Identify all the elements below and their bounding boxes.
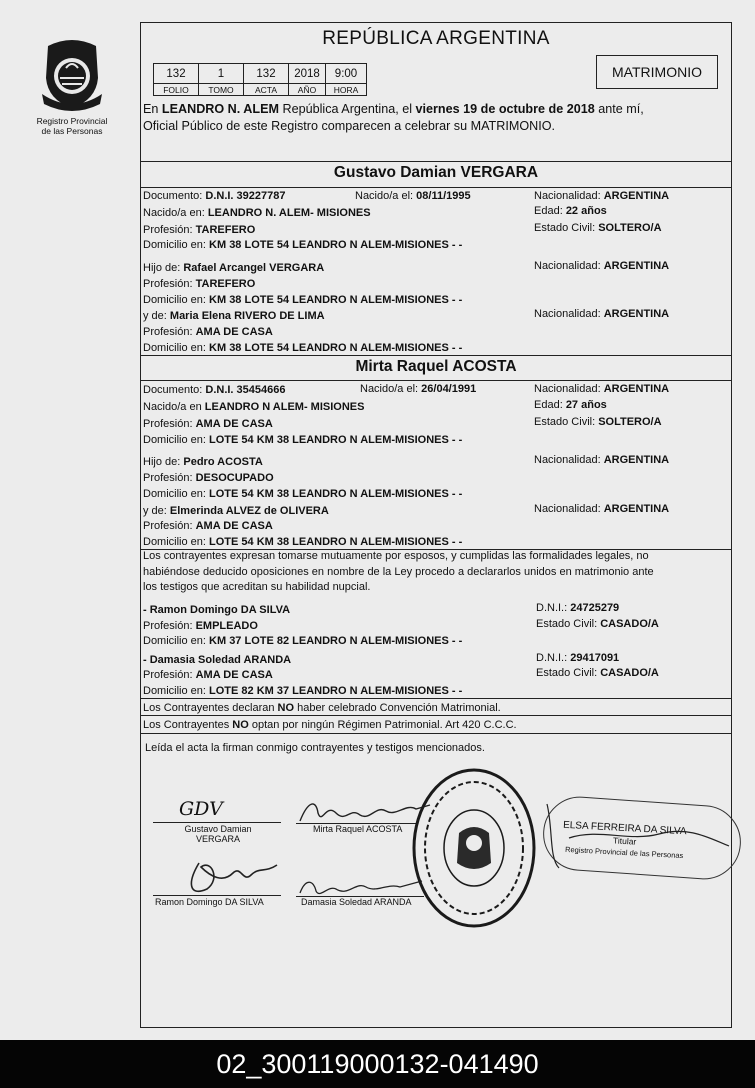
tomo-value: 1 — [199, 64, 244, 84]
registry-caption: Registro Provincial de las Personas — [36, 116, 108, 136]
act-metadata-table: 132 1 132 2018 9:00 FOLIO TOMO ACTA AÑO HORA — [153, 63, 367, 96]
acta-value: 132 — [244, 64, 289, 84]
hora-value: 9:00 — [326, 64, 367, 84]
official-name: ELSA FERREIRA DA SILVA — [562, 819, 687, 838]
contrayente-2-name: Mirta Raquel ACOSTA — [355, 358, 517, 375]
signature-1-label: Gustavo Damian VERGARA — [184, 824, 252, 844]
provincial-coat-of-arms-icon — [38, 38, 106, 112]
signature-3-label: Ramon Domingo DA SILVA — [155, 897, 264, 907]
contrayente-1-name: Gustavo Damian VERGARA — [333, 164, 539, 181]
intro-text: En LEANDRO N. ALEM República Argentina, el viernes 19 de octubre de 2018 ante mí, Oficial Público de este Registro comparecen a celebrar su MATRIMONIO. — [143, 102, 644, 133]
signature-4-label: Damasia Soledad ARANDA — [301, 897, 412, 907]
signature-ramon-scribble — [181, 853, 281, 899]
barcode-footer: 02_300119000132-041490 — [0, 1040, 755, 1088]
signature-2-label: Mirta Raquel ACOSTA — [313, 824, 403, 834]
closing-text: Leída el acta la firman conmigo contrayentes y testigos mencionados. — [145, 742, 485, 754]
folio-value: 132 — [154, 64, 199, 84]
official-office: Registro Provincial de las Personas — [564, 844, 684, 861]
official-signature-scribble — [539, 798, 733, 878]
official-round-seal — [407, 763, 541, 933]
anio-value: 2018 — [289, 64, 326, 84]
convencion-line: Los Contrayentes declaran NO haber celebrado Convención Matrimonial. — [143, 702, 501, 714]
act-type-box: MATRIMONIO — [596, 55, 718, 89]
testigo-1-name: - Ramon Domingo DA SILVA — [143, 604, 291, 616]
country-title: REPÚBLICA ARGENTINA — [322, 28, 550, 49]
regimen-line: Los Contrayentes NO optan por ningún Régimen Patrimonial. Art 420 C.C.C. — [143, 719, 517, 731]
marriage-certificate: REPÚBLICA ARGENTINA 132 1 132 2018 9:00 FOLIO TOMO ACTA AÑO HORA MATRIMONIO En LEANDRO N. ALEM República Argentina, el viernes 19 de octubre de 2018 ante mí, Oficial Público de este Registro comparecen a celebrar su MATRIMONIO. Gustavo Damian VERGARA Documento: D.N.I. 39227787 Nacido/a el: 08/11/1995 Nacionalidad: ARGENTINA Nacido/a en: LEANDRO N. ALEM- MISIONES Edad: 22 años Profesión: TAREFERO Estado Civil: SOLTERO/A Domicilio en: KM 38 LOTE 54 LEANDRO N ALEM-MISIONES - - Hijo de: Rafael Arcangel VERGARA Nacionalidad: ARGENTINA Profesión: TAREFERO Domicilio en: KM 38 LOTE 54 LEANDRO N ALEM-MISIONES - - y de: Maria Elena RIVERO DE LIMA Nacionalidad: ARGENTINA Profesión: AMA DE CASA Domicilio en: KM 38 LOTE 54 LEANDRO N ALEM-MISIONES - - Mirta Raquel ACOSTA Documento: D.N.I. 35454666 Nacido/a el: 26/04/1991 Nacionalidad: ARGENTINA Nacido/a en LEANDRO N ALEM- MISIONES Edad: 27 años Profesión: AMA DE CASA Estado Civil: SOLTERO/A Domicilio en: LOTE 54 KM 38 LEANDRO N ALEM-MISIONES - - Hijo de: Pedro ACOSTA Nacionalidad: ARGENTINA Profesión: DESOCUPADO Domicilio en: LOTE 54 KM 38 LEANDRO N ALEM-MISIONES - - y de: Elmerinda ALVEZ de OLIVERA Nacionalidad: ARGENTINA Profesión: AMA DE CASA Domicilio en: LOTE 54 KM 38 LEANDRO N ALEM-MISIONES - - Los contrayentes expresan tomarse mutuamente por esposos, y cumplidas las formalidades legales, no habiéndose deducido oposiciones en nombre de la Ley procedo a declararlos unidos en matrimonio ante los testigos que acreditan su habilidad nupcial. - Ramon Domingo DA SILVA D.N.I.: 24725279 Profesión: EMPLEADO Estado Civil: CASADO/A Domicilio en: KM 37 LOTE 82 LEANDRO N ALEM-MISIONES - - - Damasia Soledad ARANDA D.N.I.: 29417091 Profesión: AMA DE CASA Estado Civil: CASADO/A Domicilio en: LOTE 82 KM 37 LEANDRO N ALEM-MISIONES - - Los Contrayentes declaran NO haber celebrado Convención Matrimonial. Los Contrayentes NO optan por ningún Régimen Patrimonial. Art 420 C.C.C. Leída el acta la firman conmigo contrayentes y testigos mencionados. GDV Gustavo Damian VERGARA Mirta Raquel ACOSTA Ramon Domingo DA SILVA Damasia Soledad ARANDA ELSA FERREIRA DA SILVA Titular Registro Provincial de las Personas — [140, 22, 732, 1028]
testigo-2-name: - Damasia Soledad ARANDA — [143, 654, 292, 666]
official-role: Titular — [612, 835, 637, 847]
signature-gdv: GDV — [179, 798, 223, 820]
registry-logo — [24, 38, 120, 136]
declaration-text: Los contrayentes expresan tomarse mutuamente por esposos, y cumplidas las formalidades legales, no habiéndose deducido oposiciones en nombre de la Ley procedo a declararlos unidos en matrimonio ante los testigos que acreditan su habilidad nupcial. — [143, 550, 654, 593]
